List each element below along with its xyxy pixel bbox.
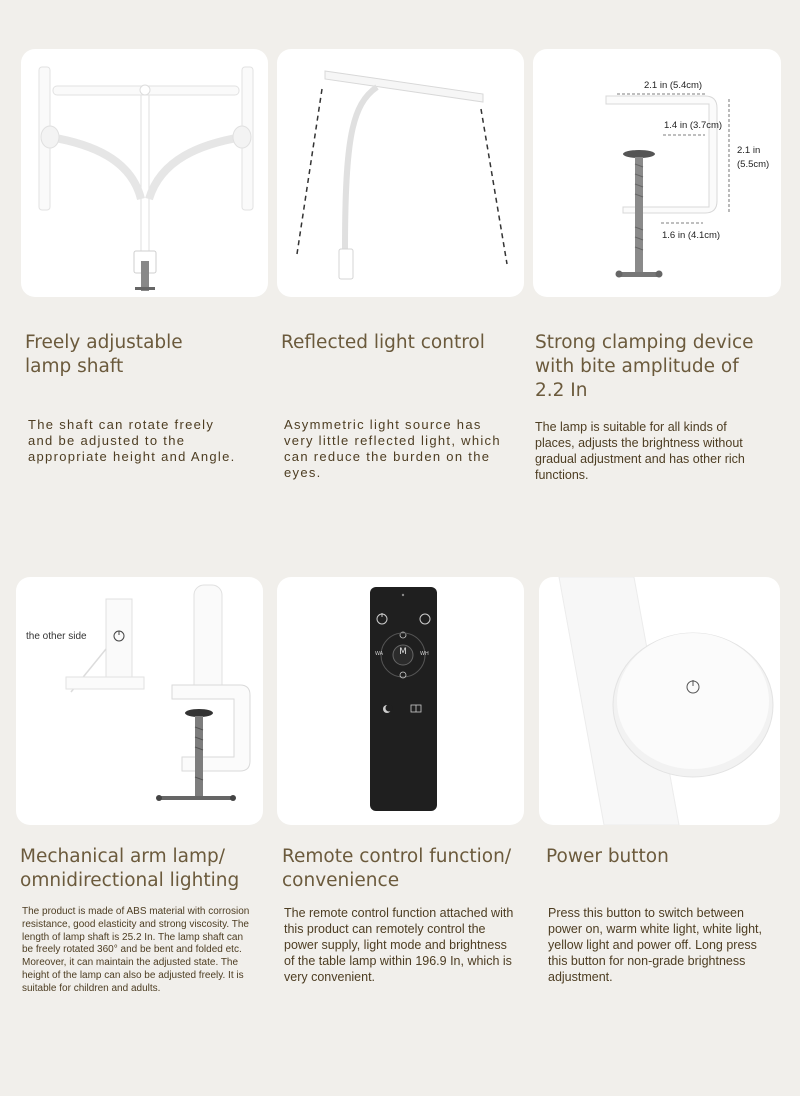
- two-arm-lamp-illustration: [21, 49, 268, 297]
- single-lamp-illustration: [277, 49, 524, 297]
- image-clamp: [533, 49, 781, 297]
- feature-description: Press this button to switch between power on, warm white light, white light, yellow light and power off. Long press this button for non-grade brightness adjustment.: [548, 906, 762, 984]
- image-mechanical-arm: [16, 577, 263, 825]
- image-reflected-light: [277, 49, 524, 297]
- remote-white-button[interactable]: WH: [420, 651, 429, 657]
- image-remote-control: [277, 577, 524, 825]
- image-power-button: [539, 577, 780, 825]
- clamp-inner-depth-label: 1.4 in (3.7cm): [664, 120, 723, 131]
- feature-description: The product is made of ABS material with corrosion resistance, good elasticity and strong viscosity. The length of lamp shaft is 25.2 In. The lamp shaft can be freely rotated 360° and be bent and folded etc. Moreover, it can maintain the adjusted state. The height of the lamp can also be adjusted freely. It is suitable for children and adults.: [22, 906, 250, 994]
- remote-warm-button[interactable]: WA: [375, 651, 384, 657]
- arm-and-clamp-illustration: [16, 577, 263, 825]
- power-icon: [112, 629, 126, 643]
- image-freely-adjustable: [21, 49, 268, 297]
- feature-title: Power button: [546, 846, 669, 867]
- remote-buttons: [370, 587, 437, 811]
- remote-mode-button[interactable]: M: [399, 647, 407, 657]
- feature-title: Freely adjustable lamp shaft: [25, 332, 183, 377]
- feature-title: Remote control function/ convenience: [282, 846, 512, 891]
- clamp-top-width-label: 2.1 in (5.4cm): [644, 80, 703, 91]
- power-button-closeup: [539, 577, 780, 825]
- other-side-label: the other side: [26, 631, 87, 642]
- clamp-height-label-1: 2.1 in: [737, 145, 761, 156]
- clamp-height-label-2: (5.5cm): [737, 159, 770, 170]
- remote-control: [370, 587, 437, 811]
- feature-description: The lamp is suitable for all kinds of places, adjusts the brightness without gradual adjustment and has other rich functions.: [535, 420, 745, 482]
- feature-title: Strong clamping device with bite amplitude of 2.2 In: [535, 332, 754, 401]
- feature-title: Reflected light control: [281, 332, 485, 353]
- clamp-bottom-width-label: 1.6 in (4.1cm): [662, 230, 721, 241]
- feature-description: The shaft can rotate freely and be adjusted to the appropriate height and Angle.: [28, 417, 236, 464]
- feature-description: The remote control function attached with this product can remotely control the power supply, light mode and brightness of the table lamp within 196.9 In, which is very convenient.: [284, 906, 514, 984]
- feature-title: Mechanical arm lamp/ omnidirectional lighting: [20, 846, 240, 891]
- feature-description: Asymmetric light source has very little reflected light, which can reduce the burden on the eyes.: [284, 417, 501, 480]
